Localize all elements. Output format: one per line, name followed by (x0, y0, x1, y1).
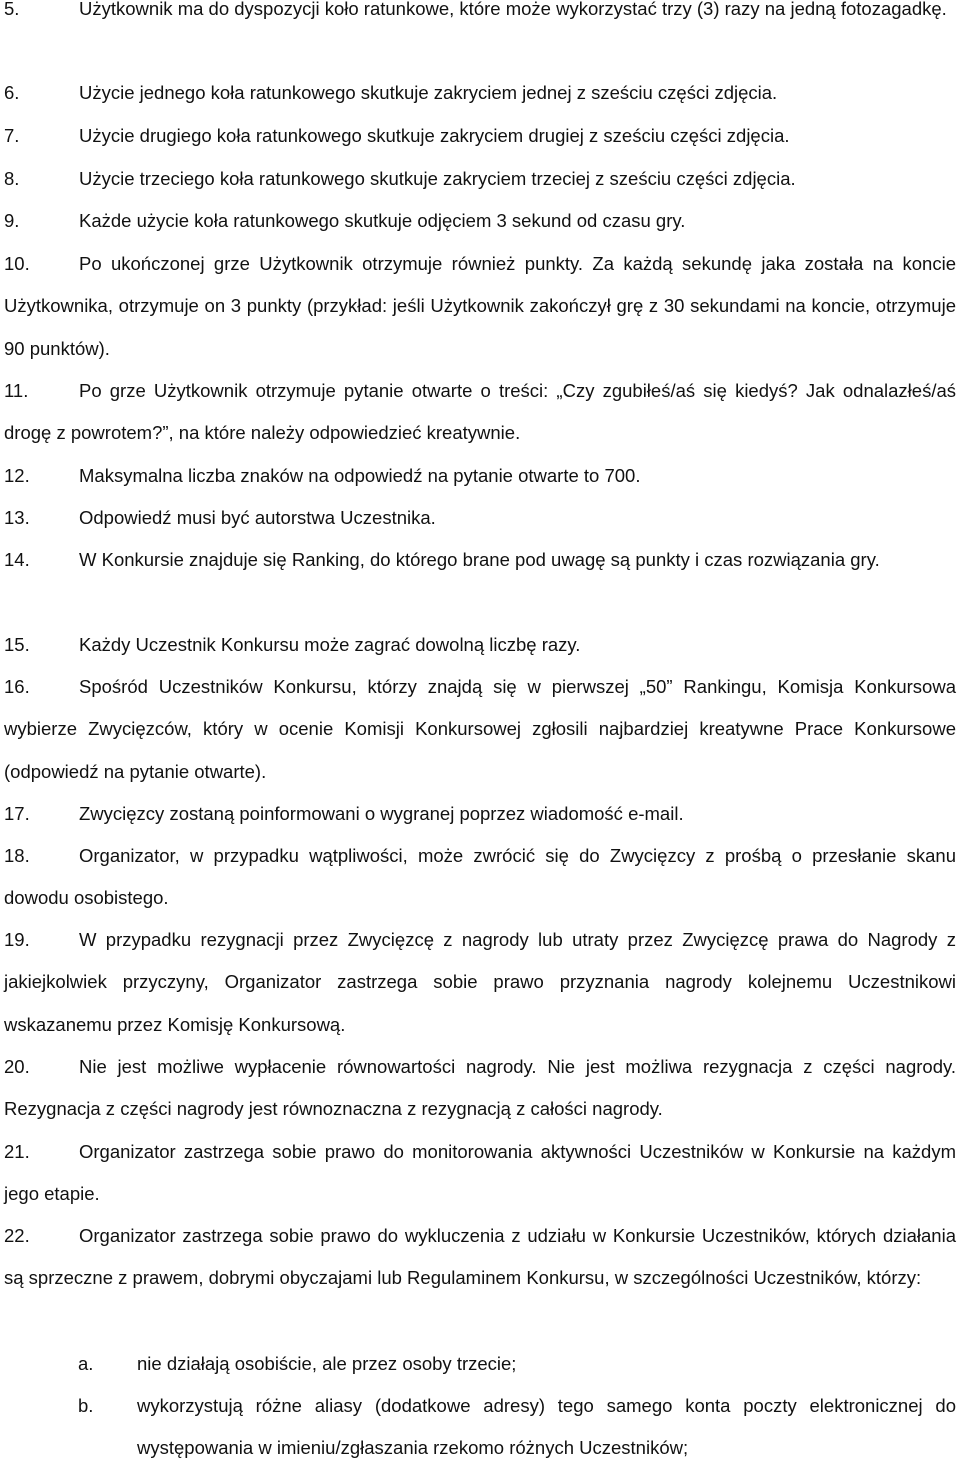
item-text: Użycie jednego koła ratunkowego skutkuje zakryciem jednej z sześciu części zdjęcia. (79, 82, 778, 103)
sub-item-text: wykorzystują różne aliasy (dodatkowe adresy) tego samego konta poczty elektronicznej do występowania w imieniu/zgłaszania rzekomo różnych Uczestników; (137, 1395, 956, 1459)
item-number: 21. (4, 1141, 30, 1162)
item-number: 5. (4, 0, 20, 19)
item-number: 12. (4, 465, 30, 486)
sub-item-letter: a. (78, 1353, 94, 1374)
item-text: Zwycięzcy zostaną poinformowani o wygranej poprzez wiadomość e-mail. (79, 803, 684, 824)
item-number: 16. (4, 676, 30, 697)
item-text: W przypadku rezygnacji przez Zwycięzcę z nagrody lub utraty przez Zwycięzcę prawa do Nagrody z jakiejkolwiek przyczyny, Organizator zastrzega sobie prawo przyznania nagrody kolejnemu Uczestnikowi wskazanemu przez Komisję Konkursową. (4, 929, 956, 1035)
list-item-8 (4, 158, 956, 200)
list-item-6 (4, 72, 956, 114)
item-number: 13. (4, 507, 30, 528)
item-number: 8. (4, 168, 20, 189)
list-item-5 (4, 0, 956, 30)
list-item-12 (4, 455, 956, 497)
sub-item-letter: b. (78, 1395, 94, 1416)
sub-list-item-a (78, 1343, 956, 1385)
item-number: 6. (4, 82, 20, 103)
item-text: Każde użycie koła ratunkowego skutkuje odjęciem 3 sekund od czasu gry. (79, 210, 686, 231)
item-text: Użycie drugiego koła ratunkowego skutkuje zakryciem drugiej z sześciu części zdjęcia. (79, 125, 790, 146)
list-item-19 (4, 919, 956, 1046)
item-number: 17. (4, 803, 30, 824)
list-item-7 (4, 115, 956, 157)
item-text: Spośród Uczestników Konkursu, którzy znajdą się w pierwszej „50” Rankingu, Komisja Konkursowa wybierze Zwycięzców, który w ocenie Komisji Konkursowej zgłosili najbardziej kreatywne Prace Konkursowe (odpowiedź na pytanie otwarte). (4, 676, 956, 782)
list-item-15 (4, 624, 956, 666)
item-number: 19. (4, 929, 30, 950)
item-number: 9. (4, 210, 20, 231)
list-item-18 (4, 835, 956, 920)
item-text: Użytkownik ma do dyspozycji koło ratunkowe, które może wykorzystać trzy (3) razy na jedną fotozagadkę. (79, 0, 947, 19)
list-item-17 (4, 793, 956, 835)
item-text: Maksymalna liczba znaków na odpowiedź na pytanie otwarte to 700. (79, 465, 641, 486)
list-item-16 (4, 666, 956, 793)
item-text: Każdy Uczestnik Konkursu może zagrać dowolną liczbę razy. (79, 634, 581, 655)
item-number: 20. (4, 1056, 30, 1077)
item-number: 22. (4, 1225, 30, 1246)
item-text: Po grze Użytkownik otrzymuje pytanie otwarte o treści: „Czy zgubiłeś/aś się kiedyś? Jak odnalazłeś/aś drogę z powrotem?”, na które należy odpowiedzieć kreatywnie. (4, 380, 956, 444)
item-text: Użycie trzeciego koła ratunkowego skutkuje zakryciem trzeciej z sześciu części zdjęcia. (79, 168, 796, 189)
item-number: 11. (4, 380, 29, 401)
item-text: Organizator, w przypadku wątpliwości, może zwrócić się do Zwycięzcy z prośbą o przesłanie skanu dowodu osobistego. (4, 845, 956, 909)
item-text: Odpowiedź musi być autorstwa Uczestnika. (79, 507, 436, 528)
item-number: 14. (4, 549, 30, 570)
item-text: Organizator zastrzega sobie prawo do wykluczenia z udziału w Konkursie Uczestników, których działania są sprzeczne z prawem, dobrymi obyczajami lub Regulaminem Konkursu, w szczególności Uczestników, którzy: (4, 1225, 956, 1289)
list-item-10 (4, 243, 956, 370)
list-item-14 (4, 539, 956, 581)
list-item-21 (4, 1131, 956, 1216)
item-text: Po ukończonej grze Użytkownik otrzymuje również punkty. Za każdą sekundę jaka została na koncie Użytkownika, otrzymuje on 3 punkty (przykład: jeśli Użytkownik zakończył grę z 30 sekundami na koncie, otrzymuje 90 punktów). (4, 253, 956, 359)
list-item-20 (4, 1046, 956, 1131)
item-text: Nie jest możliwe wypłacenie równowartości nagrody. Nie jest możliwa rezygnacja z części nagrody. Rezygnacja z części nagrody jest równoznaczna z rezygnacją z całości nagrody. (4, 1056, 956, 1120)
item-number: 7. (4, 125, 20, 146)
item-number: 18. (4, 845, 30, 866)
sub-item-text: nie działają osobiście, ale przez osoby trzecie; (137, 1353, 517, 1374)
item-number: 10. (4, 253, 30, 274)
list-item-13 (4, 497, 956, 539)
item-text: Organizator zastrzega sobie prawo do monitorowania aktywności Uczestników w Konkursie na każdym jego etapie. (4, 1141, 956, 1205)
item-text: W Konkursie znajduje się Ranking, do którego brane pod uwagę są punkty i czas rozwiązania gry. (79, 549, 880, 570)
item-number: 15. (4, 634, 30, 655)
sub-list-item-b (78, 1385, 956, 1470)
list-item-9 (4, 200, 956, 242)
list-item-11 (4, 370, 956, 455)
list-item-22 (4, 1215, 956, 1300)
